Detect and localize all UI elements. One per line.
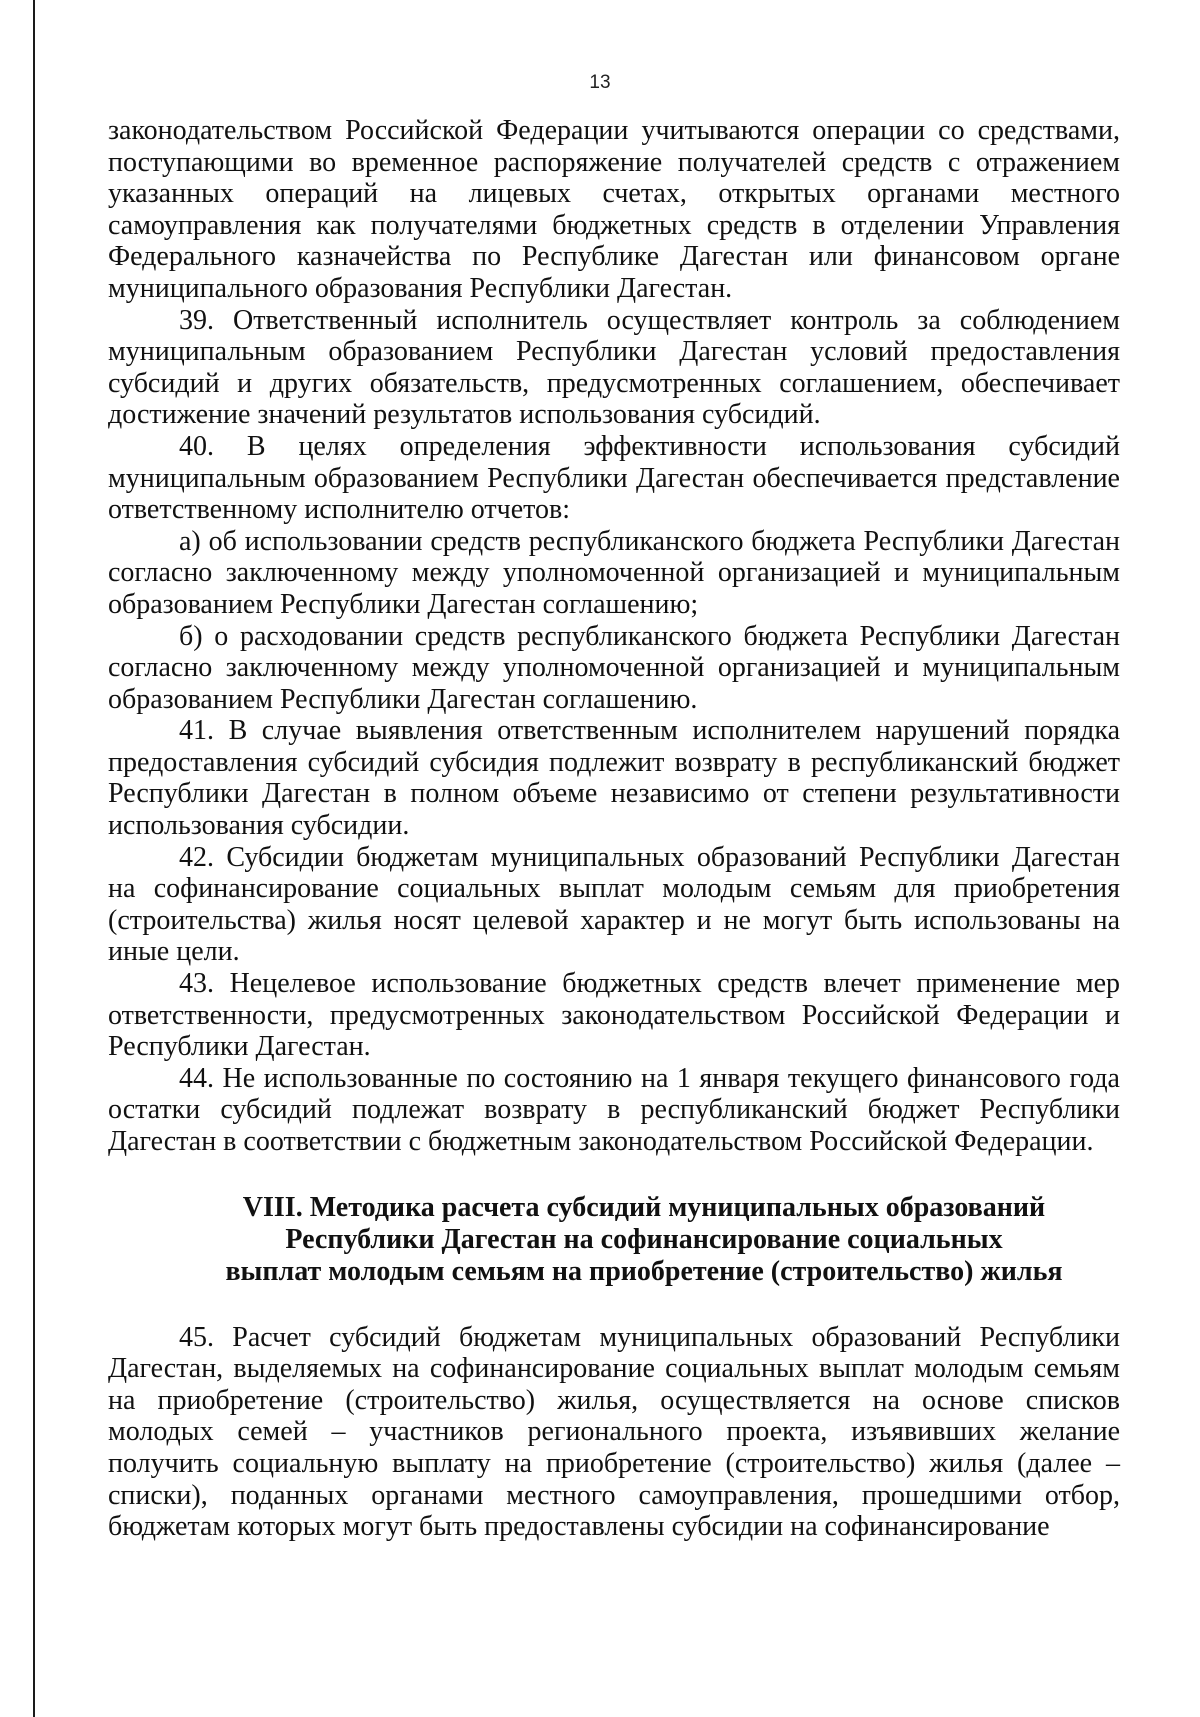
document-body (108, 115, 1120, 1543)
section-heading-line-3: выплат молодым семьям на приобретение (строительство) жилья (225, 1255, 1063, 1287)
paragraph-42: 42. Субсидии бюджетам муниципальных образований Республики Дагестан на софинансирование социальных выплат молодым семьям для приобретения (строительства) жилья носят целевой характер и не могут быть использованы на иные цели. (108, 841, 1120, 968)
paragraph-40-b: б) о расходовании средств республиканского бюджета Республики Дагестан согласно заключенному между уполномоченной организацией и муниципальным образованием Республики Дагестан соглашению. (108, 620, 1120, 715)
paragraph-43: 43. Нецелевое использование бюджетных средств влечет применение мер ответственности, предусмотренных законодательством Российской Федерации и Республики Дагестан. (108, 968, 1120, 1063)
paragraph-44: 44. Не использованные по состоянию на 1 января текущего финансового года остатки субсидий подлежат возврату в республиканский бюджет Республики Дагестан в соответствии с бюджетным законодательством Российской Федерации. (108, 1062, 1120, 1157)
scan-edge-line (33, 0, 35, 1717)
section-heading-line-2: Республики Дагестан на софинансирование социальных (285, 1223, 1003, 1255)
paragraph-continuation: законодательством Российской Федерации учитываются операции со средствами, поступающими во временное распоряжение получателей средств с отражением указанных операций на лицевых счетах, открытых органами местного самоуправления как получателями бюджетных средств в отделении Управления Федерального казначейства по Республике Дагестан или финансовом органе муниципального образования Республики Дагестан. (108, 115, 1120, 304)
section-heading (108, 1192, 1120, 1288)
paragraph-41: 41. В случае выявления ответственным исполнителем нарушений порядка предоставления субсидий субсидия подлежит возврату в республиканский бюджет Республики Дагестан в полном объеме независимо от степени результативности использования субсидии. (108, 715, 1120, 842)
paragraph-39: 39. Ответственный исполнитель осуществляет контроль за соблюдением муниципальным образованием Республики Дагестан условий предоставления субсидий и других обязательств, предусмотренных соглашением, обеспечивает достижение значений результатов использования субсидий. (108, 304, 1120, 431)
paragraph-40: 40. В целях определения эффективности использования субсидий муниципальным образованием Республики Дагестан обеспечивается представление ответственному исполнителю отчетов: (108, 430, 1120, 526)
paragraph-40-a: а) об использовании средств республиканского бюджета Республики Дагестан согласно заключенному между уполномоченной организацией и муниципальным образованием Республики Дагестан соглашению; (108, 525, 1120, 620)
section-heading-line-1: VIII. Методика расчета субсидий муниципальных образований (242, 1191, 1046, 1223)
page-number: 13 (589, 72, 611, 93)
paragraph-45: 45. Расчет субсидий бюджетам муниципальных образований Республики Дагестан, выделяемых на софинансирование социальных выплат молодым семьям на приобретение (строительство) жилья, осуществляется на основе списков молодых семей – участников регионального проекта, изъявивших желание получить социальную выплату на приобретение (строительство) жилья (далее – списки), поданных органами местного самоуправления, прошедшими отбор, бюджетам которых могут быть предоставлены субсидии на софинансирование (108, 1321, 1120, 1543)
